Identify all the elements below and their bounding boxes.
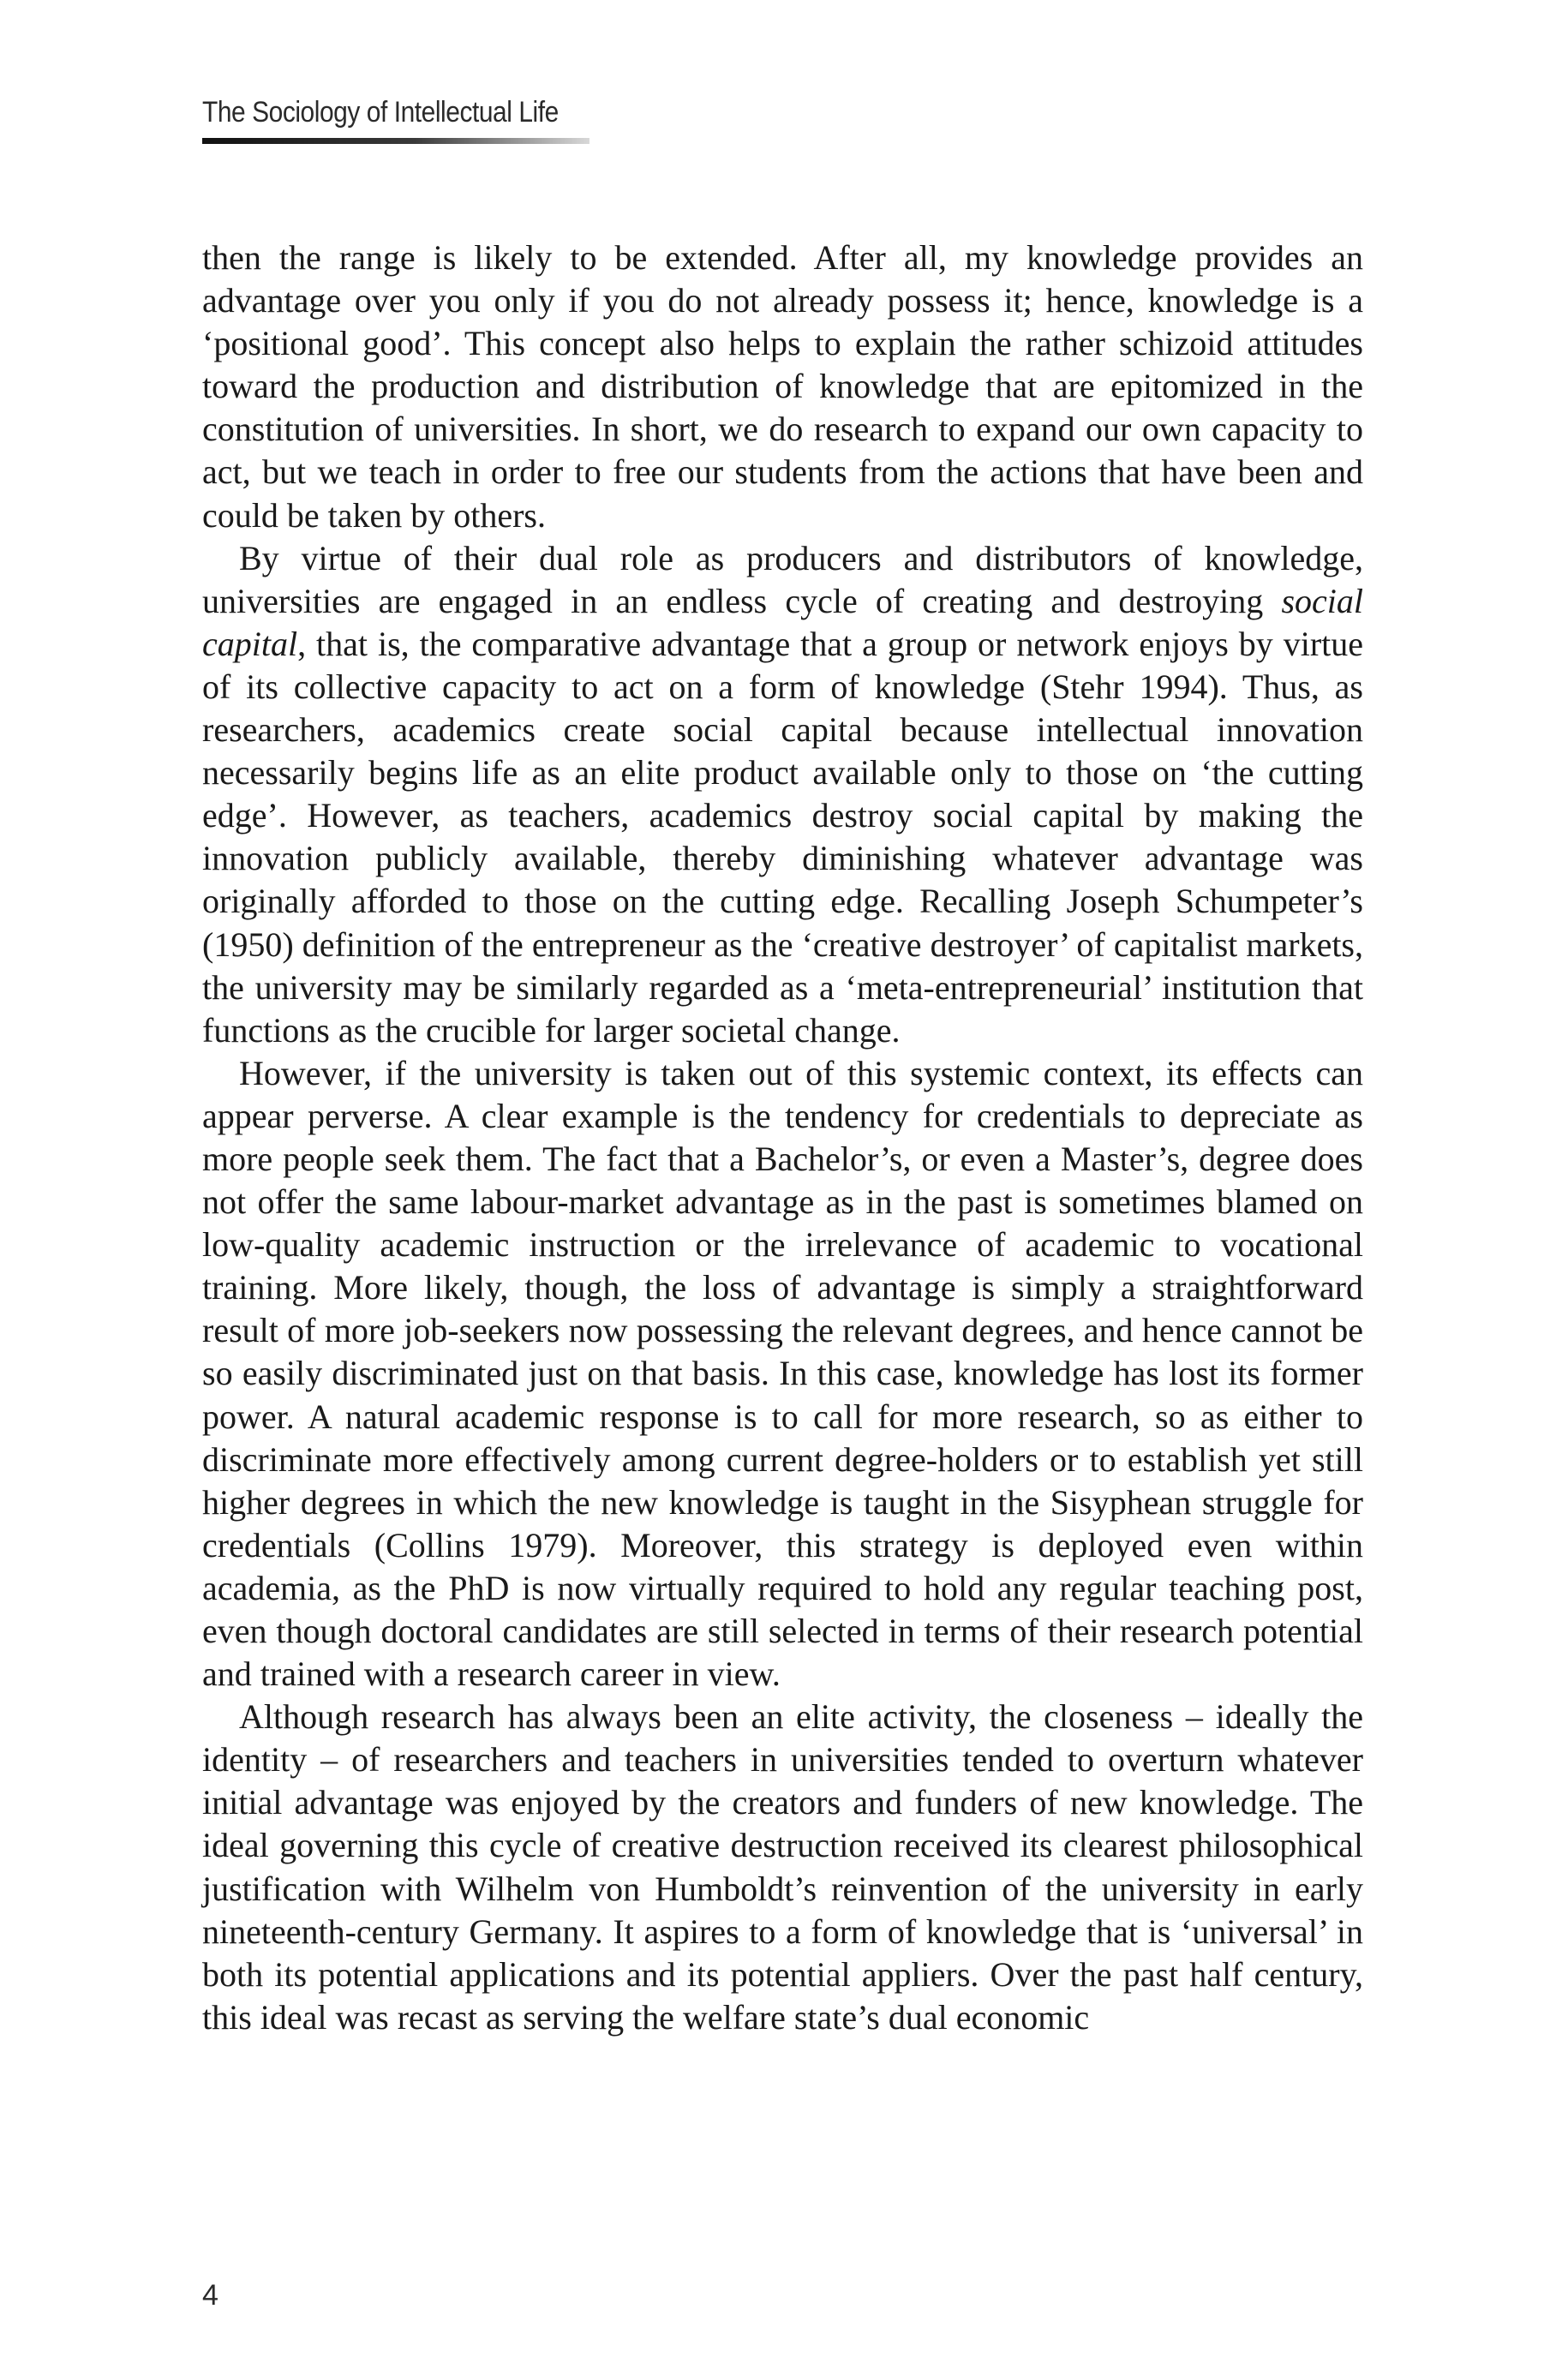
paragraph-2-emphasis: social capital — [202, 581, 1363, 663]
paragraph-4: Although research has always been an elite activity, the closeness – ideally the identity – of researchers and teachers in universities tended to overturn whatever initial advantage was enjoyed by the creators and funders of new knowledge. The ideal governing this cycle of creative destruction received its clearest philosophical justification with Wilhelm von Humboldt’s reinvention of the university in early nineteenth-century Germany. It aspires to a form of knowledge that is ‘universal’ in both its potential applications and its potential appliers. Over the past half century, this ideal was recast as serving the welfare state’s dual economic — [202, 1697, 1363, 2037]
page-number: 4 — [202, 2279, 218, 2312]
paragraph-2-start: By virtue of their dual role as producers and distributors of knowledge, universities are engaged in an endless cycle of creating and destroying — [202, 538, 1363, 620]
paragraph-2-end: , that is, the comparative advantage that a group or network enjoys by virtue of its collective capacity to act on a form of knowledge (Stehr 1994). Thus, as researchers, academics create social capital because intellectual innovation necessarily begins life as an elite product available only to those on ‘the cutting edge’. However, as teachers, academics destroy social capital by making the innovation publicly available, thereby diminishing whatever advantage was originally afforded to those on the cutting edge. Recalling Joseph Schumpeter’s (1950) definition of the entrepreneur as the ‘creative destroyer’ of capitalist markets, the university may be similarly regarded as a ‘meta-entrepreneurial’ institution that functions as the crucible for larger societal change. — [202, 624, 1363, 1050]
paragraph-2 — [202, 537, 1363, 1052]
paragraph-3: However, if the university is taken out of this systemic context, its effects can appear perverse. A clear example is the tendency for credentials to depreciate as more people seek them. The fact that a Bachelor’s, or even a Master’s, degree does not offer the same labour-market advantage as in the past is sometimes blamed on low-quality academic instruction or the irrelevance of academic to vocational training. More likely, though, the loss of advantage is simply a straightforward result of more job-seekers now possessing the relevant degrees, and hence cannot be so easily discriminated just on that basis. In this case, knowledge has lost its former power. A natural academic response is to call for more research, so as either to discriminate more effectively among current degree-holders or to establish yet still higher degrees in which the new knowledge is taught in the Sisyphean struggle for credentials (Collins 1979). Moreover, this strategy is deployed even within academia, as the PhD is now virtually required to hold any regular teaching post, even though doctoral candidates are still selected in terms of their research potential and trained with a research career in view. — [202, 1053, 1363, 1694]
header-rule — [202, 138, 589, 144]
running-head-title: The Sociology of Intellectual Life — [202, 96, 559, 129]
paragraph-1: then the range is likely to be extended. After all, my knowledge provides an advantage over you only if you do not already possess it; hence, knowledge is a ‘positional good’. This concept also helps to explain the rather schizoid attitudes toward the production and distribution of knowledge that are epitomized in the constitution of universities. In short, we do research to expand our own capacity to act, but we teach in order to free our students from the actions that have been and could be taken by others. — [202, 238, 1363, 535]
body-text — [202, 236, 1363, 2039]
